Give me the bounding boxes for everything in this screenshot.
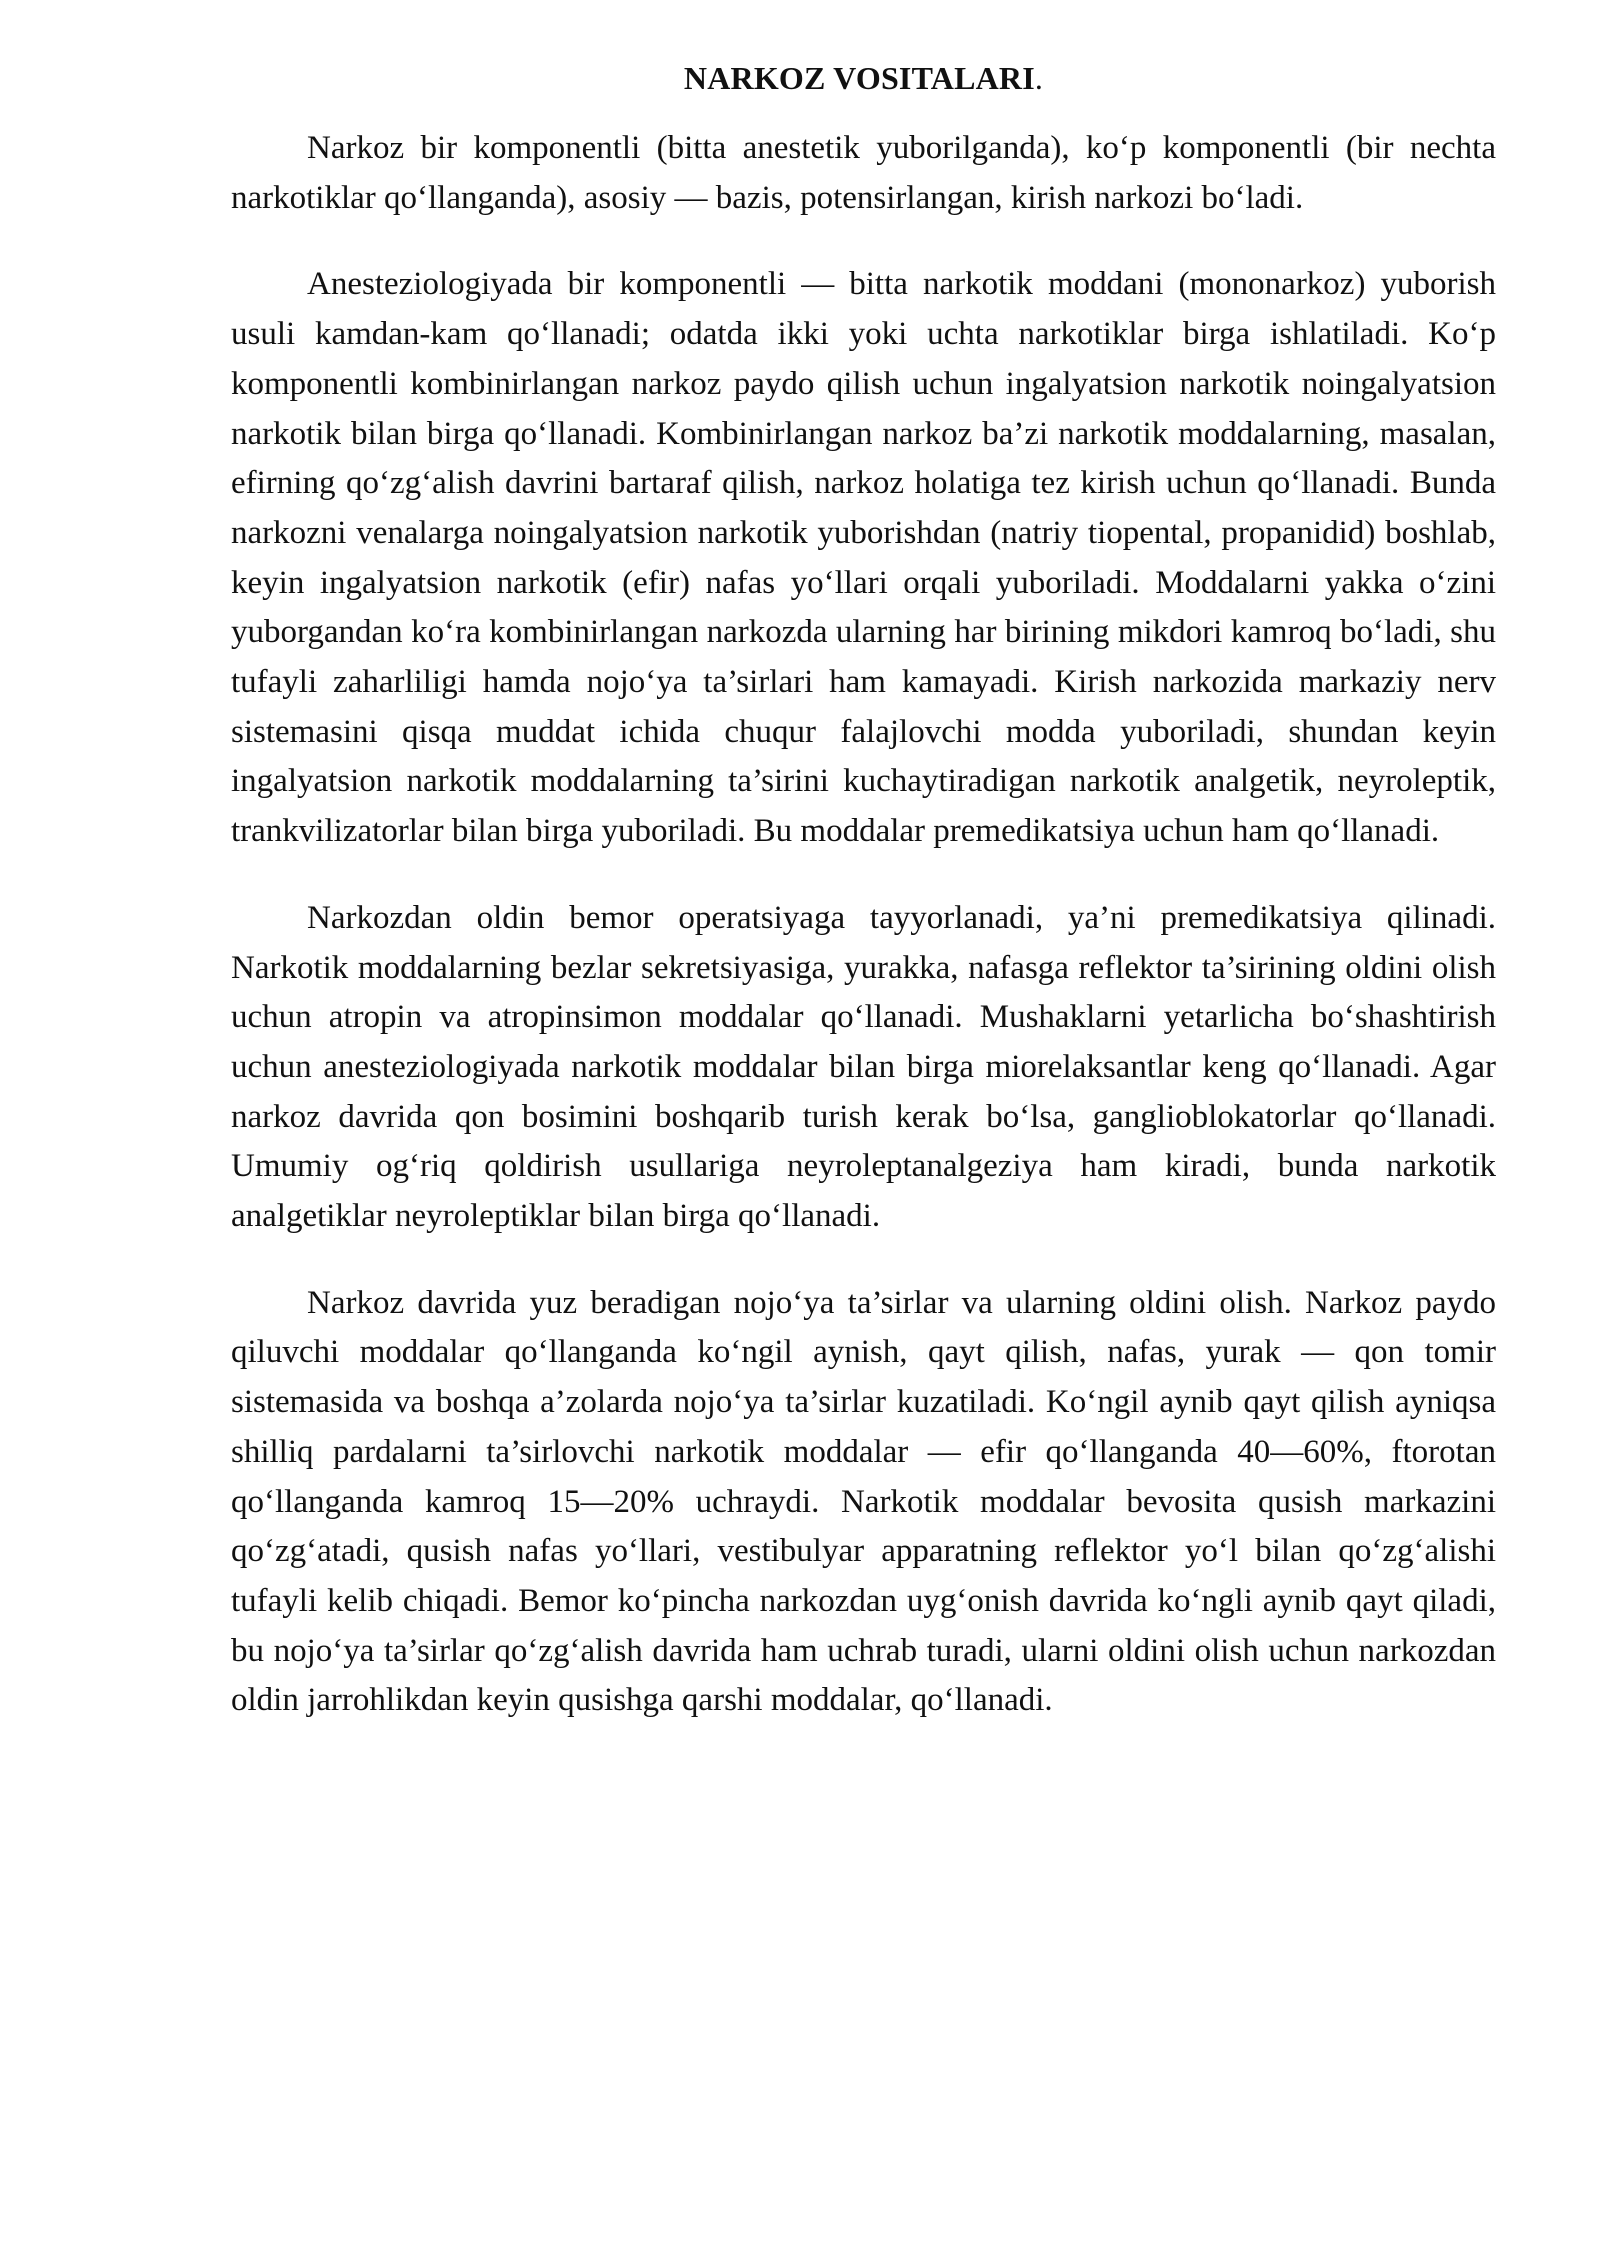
document-page [231,56,1496,1763]
paragraph-4: Narkoz davrida yuz beradigan nojo‘ya ta’sirlar va ularning oldini olish. Narkoz paydo qiluvchi moddalar qo‘llanganda ko‘ngil aynish, qayt qilish, nafas, yurak — qon tomir sistemasida va boshqa a’zolarda nojo‘ya ta’sirlar kuzatiladi. Ko‘ngil aynib qayt qilish ayniqsa shilliq pardalarni ta’sirlovchi narkotik moddalar — efir qo‘llanganda 40—60%, ftorotan qo‘llanganda kamroq 15—20% uchraydi. Narkotik moddalar bevosita qusish markazini qo‘zg‘atadi, qusish nafas yo‘llari, vestibulyar apparatning reflektor yo‘l bilan qo‘zg‘alishi tufayli kelib chiqadi. Bemor ko‘pincha narkozdan uyg‘onish davrida ko‘ngli aynib qayt qiladi, bu nojo‘ya ta’sirlar qo‘zg‘alish davrida ham uchrab turadi, ularni oldini olish uchun narkozdan oldin jarrohlikdan keyin qusishga qarshi moddalar, qo‘llanadi. [231,1284,1496,1719]
paragraph-1: Narkoz bir komponentli (bitta anestetik yuborilganda), ko‘p komponentli (bir nechta narkotiklar qo‘llanganda), asosiy — bazis, potensirlangan, kirish narkozi bo‘ladi. [231,130,1496,216]
paragraph-2: Anesteziologiyada bir komponentli — bitta narkotik moddani (mononarkoz) yuborish usuli kamdan-kam qo‘llanadi; odatda ikki yoki uchta narkotiklar birga ishlatiladi. Ko‘p komponentli kombinirlangan narkoz paydo qilish uchun ingalyatsion narkotik noingalyatsion narkotik bilan birga qo‘llanadi. Kombinirlangan narkoz ba’zi narkotik moddalarning, masalan, efirning qo‘zg‘alish davrini bartaraf qilish, narkoz holatiga tez kirish uchun qo‘llanadi. Bunda narkozni venalarga noingalyatsion narkotik yuborishdan (natriy tiopental, propanidid) boshlab, keyin ingalyatsion narkotik (efir) nafas yo‘llari orqali yuboriladi. Moddalarni yakka o‘zini yuborgandan ko‘ra kombinirlangan narkozda ularning har birining mikdori kamroq bo‘ladi, shu tufayli zaharliligi hamda nojo‘ya ta’sirlari ham kamayadi. Kirish narkozida markaziy nerv sistemasini qisqa muddat ichida chuqur falajlovchi modda yuboriladi, shundan keyin ingalyatsion narkotik moddalarning ta’sirini kuchaytiradigan narkotik analgetik, neyroleptik, trankvilizatorlar bilan birga yuboriladi. Bu moddalar premedikatsiya uchun ham qo‘llanadi. [231,266,1496,850]
document-title-period: . [1034,60,1044,96]
document-title [231,56,1496,100]
paragraph-3: Narkozdan oldin bemor operatsiyaga tayyorlanadi, ya’ni premedikatsiya qilinadi. Narkotik moddalarning bezlar sekretsiyasiga, yurakka, nafasga reflektor ta’sirining oldini olish uchun atropin va atropinsimon moddalar qo‘llanadi. Mushaklarni yetarlicha bo‘shashtirish uchun anesteziologiyada narkotik moddalar bilan birga miorelaksantlar keng qo‘llanadi. Agar narkoz davrida qon bosimini boshqarib turish kerak bo‘lsa, ganglioblokatorlar qo‘llanadi. Umumiy og‘riq qoldirish usullariga neyroleptanalgeziya ham kiradi, bunda narkotik analgetiklar neyroleptiklar bilan birga qo‘llanadi. [231,899,1496,1235]
document-title-text: NARKOZ VOSITALARI [683,60,1035,96]
